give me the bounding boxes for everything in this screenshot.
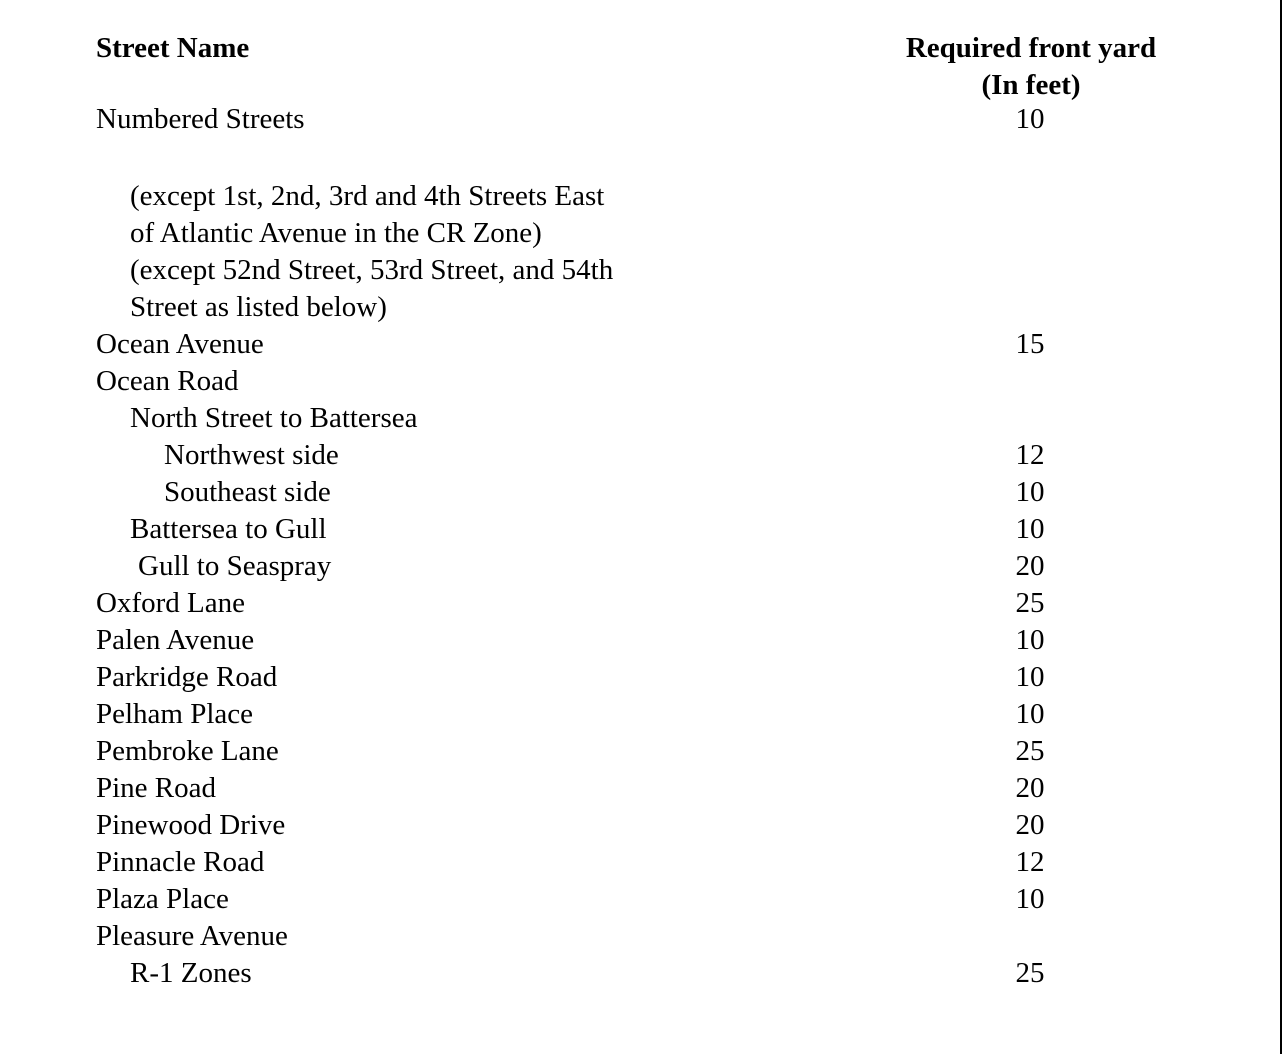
table-row bbox=[0, 474, 1282, 511]
street-name: Parkridge Road bbox=[96, 661, 278, 693]
table-row bbox=[0, 659, 1282, 696]
street-note: of Atlantic Avenue in the CR Zone) bbox=[130, 217, 542, 249]
street-name-header: Street Name bbox=[96, 32, 250, 64]
table-row bbox=[0, 178, 1282, 215]
front-yard-header-line1: Required front yard bbox=[905, 32, 1157, 64]
street-name: Pleasure Avenue bbox=[96, 920, 288, 952]
table-row bbox=[0, 955, 1282, 992]
street-name: Pembroke Lane bbox=[96, 735, 279, 767]
street-name: Numbered Streets bbox=[96, 103, 305, 135]
front-yard-value: 10 bbox=[1015, 883, 1045, 915]
table-row bbox=[0, 881, 1282, 918]
table-row bbox=[0, 437, 1282, 474]
front-yard-value: 12 bbox=[1015, 846, 1045, 878]
street-name: Pine Road bbox=[96, 772, 217, 804]
street-note: (except 52nd Street, 53rd Street, and 54th bbox=[130, 254, 614, 286]
table-row bbox=[0, 844, 1282, 881]
table-header bbox=[0, 30, 1282, 102]
front-yard-value: 20 bbox=[1015, 772, 1045, 804]
front-yard-value: 12 bbox=[1015, 439, 1045, 471]
front-yard-value: 10 bbox=[1015, 476, 1045, 508]
street-name: Pelham Place bbox=[96, 698, 254, 730]
street-side: Southeast side bbox=[164, 476, 331, 508]
street-segment: Battersea to Gull bbox=[130, 513, 327, 545]
street-name: Palen Avenue bbox=[96, 624, 255, 656]
front-yard-header bbox=[880, 30, 1182, 104]
setback-table bbox=[0, 101, 1282, 992]
front-yard-value: 15 bbox=[1015, 328, 1045, 360]
table-row bbox=[0, 511, 1282, 548]
table-row bbox=[0, 326, 1282, 363]
street-name: Ocean Road bbox=[96, 365, 239, 397]
front-yard-value: 20 bbox=[1015, 550, 1045, 582]
street-name: Pinewood Drive bbox=[96, 809, 286, 841]
table-row bbox=[0, 585, 1282, 622]
front-yard-value: 25 bbox=[1015, 735, 1045, 767]
table-row bbox=[0, 548, 1282, 585]
table-row bbox=[0, 101, 1282, 138]
table-row bbox=[0, 918, 1282, 955]
street-segment: R-1 Zones bbox=[130, 957, 252, 989]
front-yard-value: 25 bbox=[1015, 587, 1045, 619]
table-row bbox=[0, 733, 1282, 770]
front-yard-value: 10 bbox=[1015, 513, 1045, 545]
street-note: (except 1st, 2nd, 3rd and 4th Streets East bbox=[130, 180, 605, 212]
row-spacer bbox=[0, 138, 1282, 178]
table-row bbox=[0, 289, 1282, 326]
table-row bbox=[0, 363, 1282, 400]
street-name: Pinnacle Road bbox=[96, 846, 265, 878]
table-row bbox=[0, 215, 1282, 252]
street-name: Plaza Place bbox=[96, 883, 229, 915]
table-row bbox=[0, 622, 1282, 659]
street-segment: Gull to Seaspray bbox=[138, 550, 332, 582]
front-yard-header-line2: (In feet) bbox=[981, 69, 1081, 101]
front-yard-value: 10 bbox=[1015, 661, 1045, 693]
street-note: Street as listed below) bbox=[130, 291, 387, 323]
table-row bbox=[0, 696, 1282, 733]
table-row bbox=[0, 252, 1282, 289]
table-row bbox=[0, 400, 1282, 437]
front-yard-value: 10 bbox=[1015, 624, 1045, 656]
street-name: Ocean Avenue bbox=[96, 328, 264, 360]
front-yard-value: 20 bbox=[1015, 809, 1045, 841]
street-side: Northwest side bbox=[164, 439, 339, 471]
front-yard-value: 10 bbox=[1015, 103, 1045, 135]
table-row bbox=[0, 807, 1282, 844]
table-row bbox=[0, 770, 1282, 807]
front-yard-value: 10 bbox=[1015, 698, 1045, 730]
front-yard-value: 25 bbox=[1015, 957, 1045, 989]
street-segment: North Street to Battersea bbox=[130, 402, 418, 434]
street-name: Oxford Lane bbox=[96, 587, 245, 619]
